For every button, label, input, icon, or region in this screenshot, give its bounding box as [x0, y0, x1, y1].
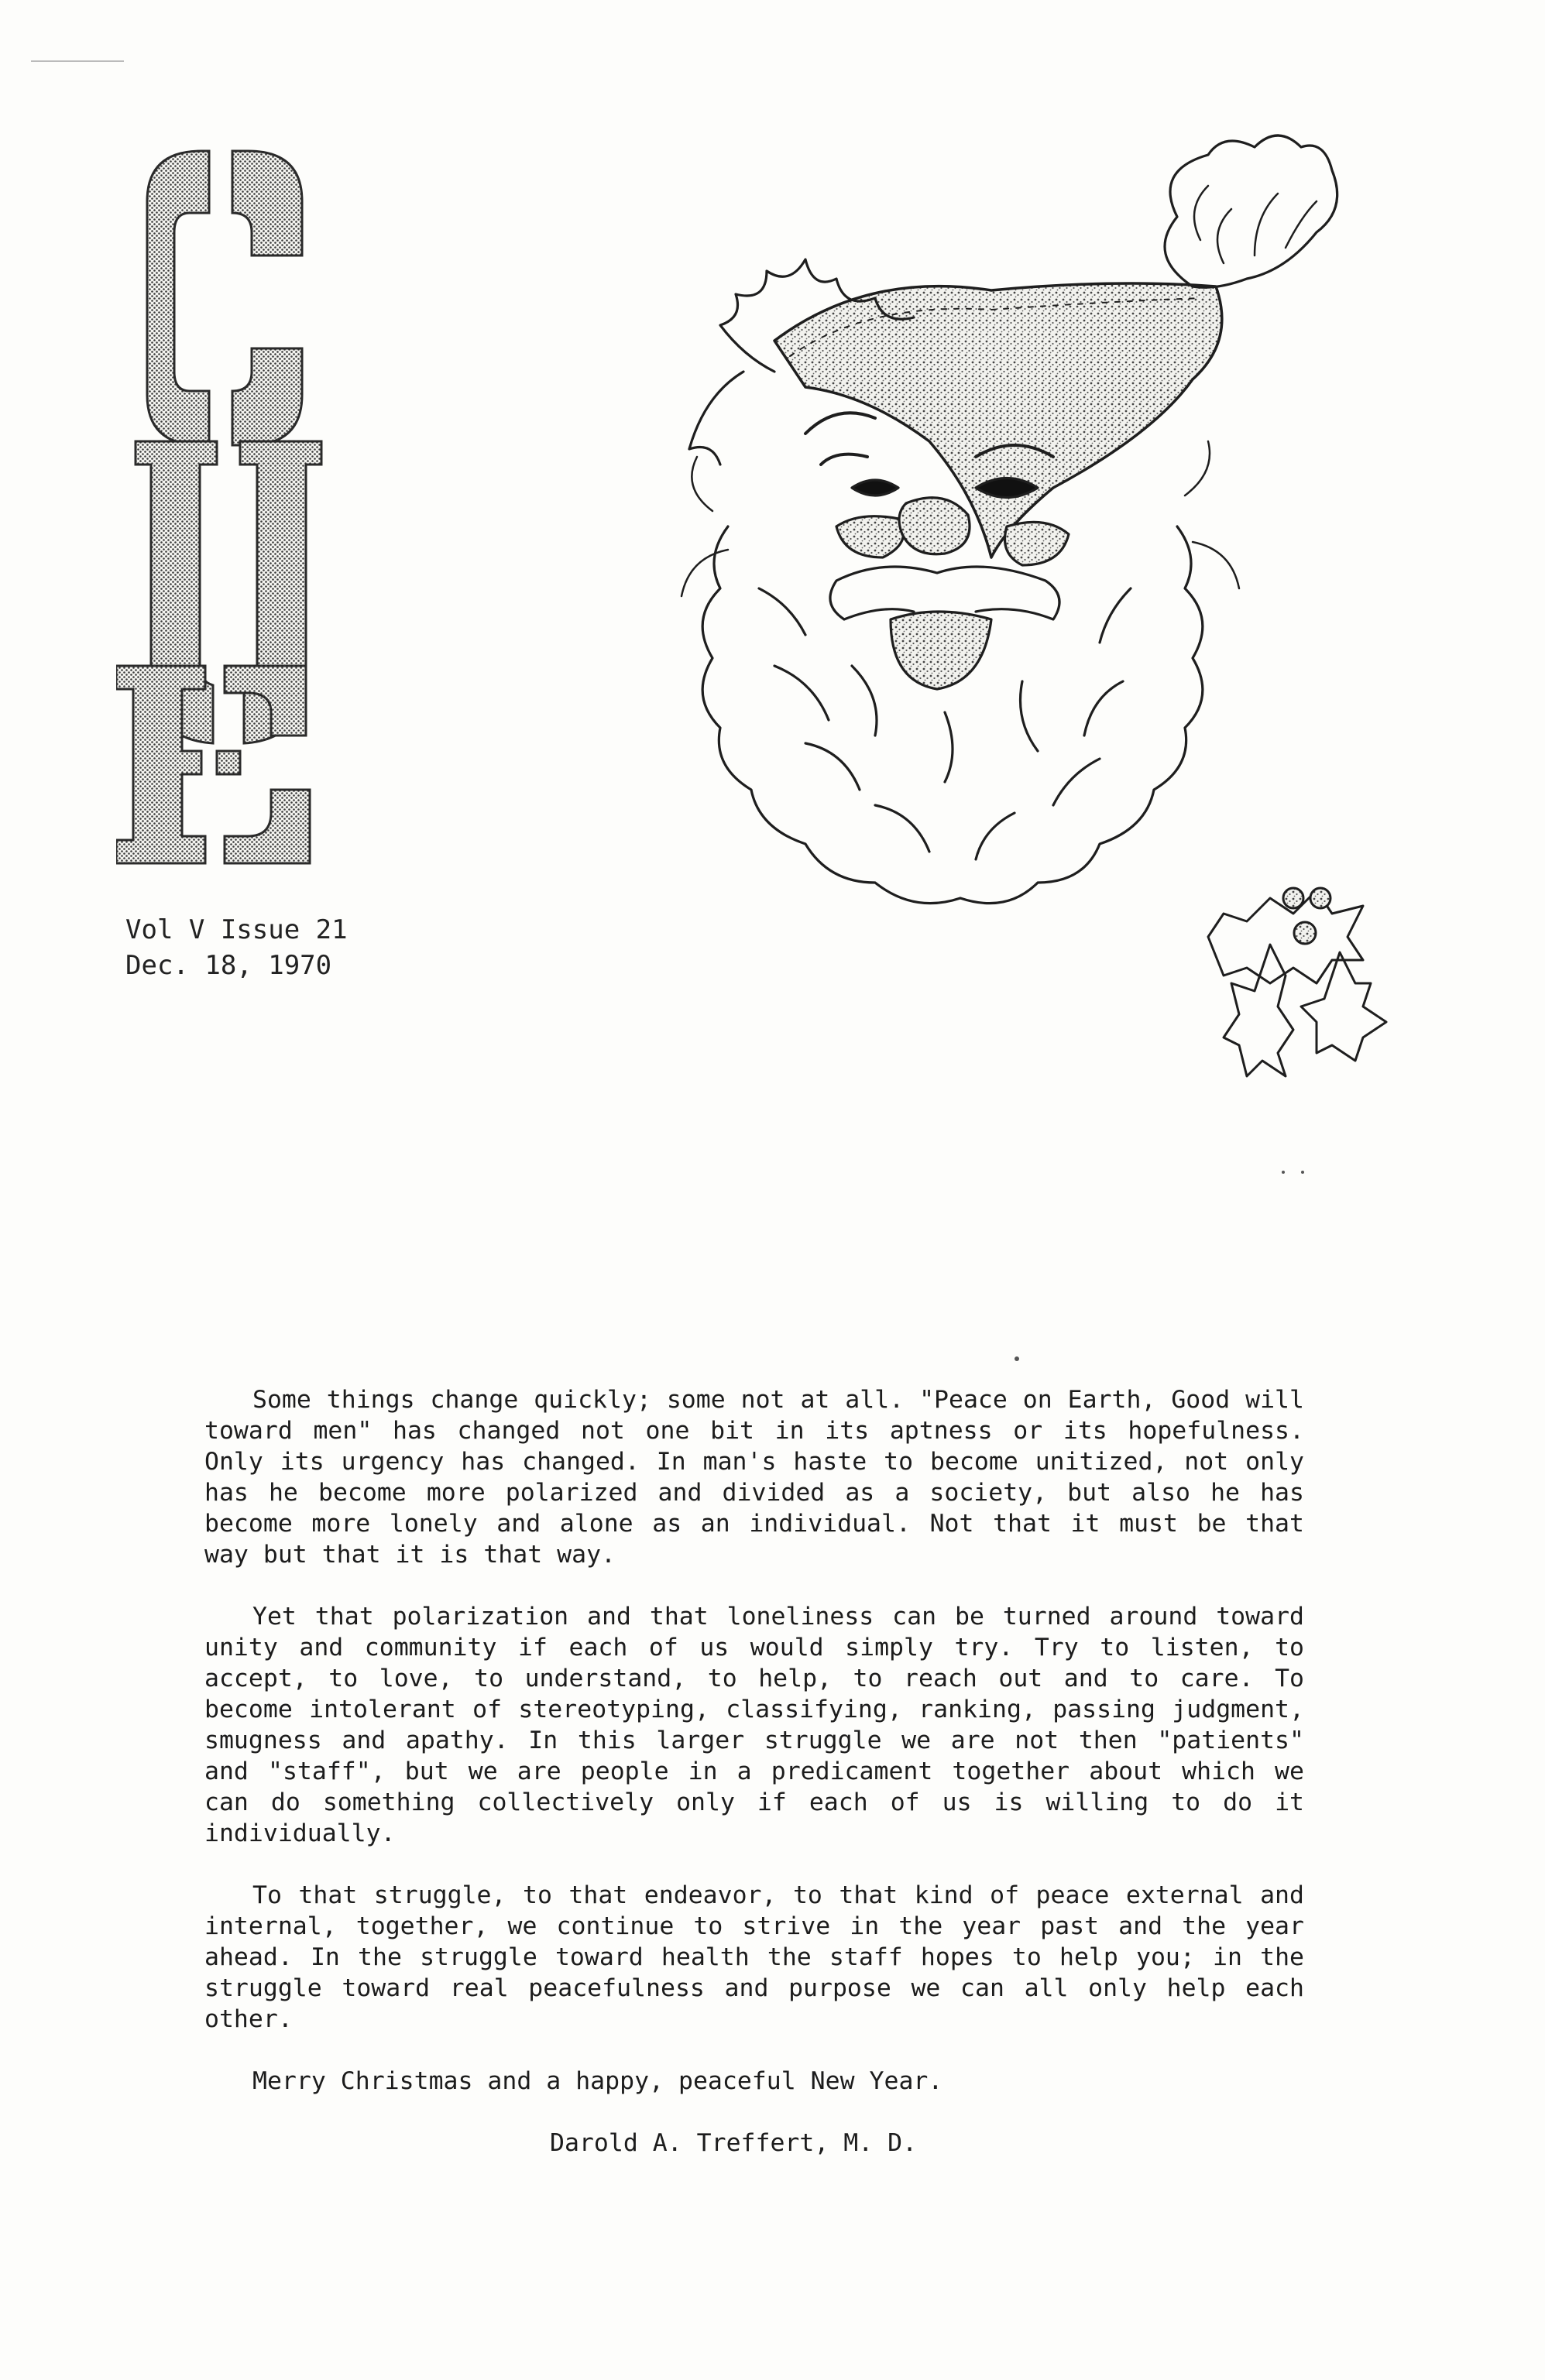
letter-paragraph-2: Yet that polarization and that loneliness can be turned around toward unity and community if each of us would simply try. Try to listen, to accept, to love, to understand, to help, to reach out and to care. To become intolerant of stereotyping, classifying, ranking, passing judgment, smugness and apathy. In this larger struggle we are not then "patients" and "staff", but we are people in a predicament together about which we can do something collectively only if each of us is willing to do it individually.: [204, 1603, 1304, 1847]
letter-signature: Darold A. Treffert, M. D.: [550, 2129, 918, 2157]
letter-paragraph-3: To that struggle, to that endeavor, to that kind of peace external and internal, together, we continue to strive in the year past and the year ahead. In the struggle toward health the staff hopes to help you; in the struggle toward real peacefulness and purpose we can all only help each other.: [204, 1881, 1304, 2033]
masthead-stencil: [116, 139, 348, 883]
volume-issue: Vol V Issue 21: [125, 914, 348, 945]
stencil-letter-c: [116, 139, 302, 445]
letter-greeting: Merry Christmas and a happy, peaceful New Year.: [252, 2067, 943, 2095]
letter-body: [204, 1384, 1304, 2159]
holly-icon: [1208, 888, 1386, 1076]
scan-speck: [1015, 1356, 1019, 1361]
scan-speck: [31, 60, 124, 62]
issue-info: [125, 912, 348, 983]
santa-illustration: [511, 124, 1409, 1084]
santa-face-icon: [682, 135, 1337, 904]
scan-speck: [1301, 1171, 1304, 1174]
scan-speck: [1282, 1171, 1285, 1174]
masthead: [116, 139, 348, 883]
issue-date: Dec. 18, 1970: [125, 950, 332, 981]
letter-paragraph-1: Some things change quickly; some not at all. "Peace on Earth, Good will toward men" has changed not one bit in its aptness or its hopefulness. Only its urgency has changed. In man's haste to become unitized, not only has he become more polarized and divided as a society, but also he has become more lonely and alone as an individual. Not that it must be that way but that it is that way.: [204, 1386, 1304, 1569]
